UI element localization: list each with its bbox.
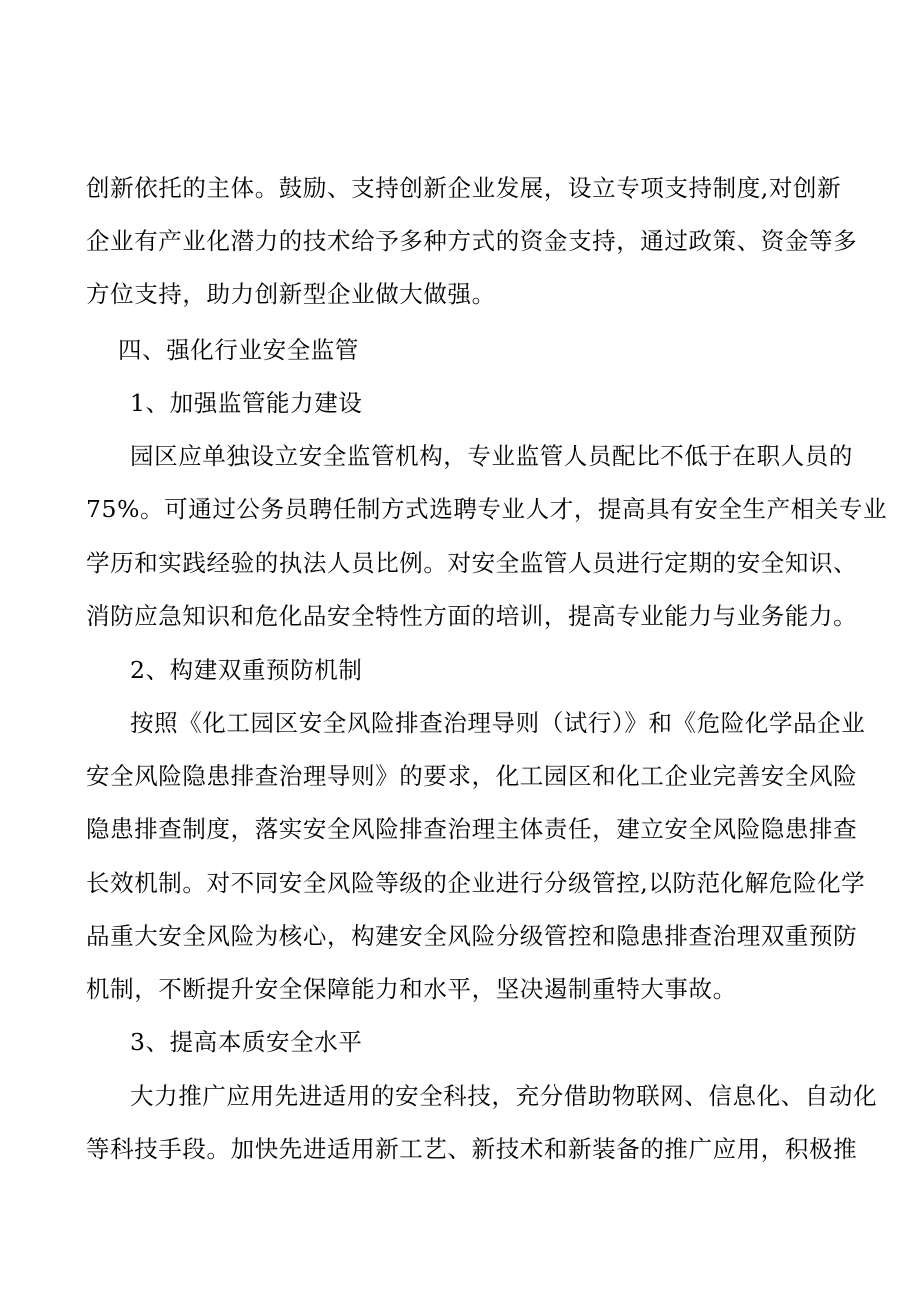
paragraph-line: 等科技手段。加快先进适用新工艺、新技术和新装备的推广应用，积极推 <box>86 1135 858 1163</box>
section-heading: 四、强化行业安全监管 <box>118 336 359 364</box>
paragraph-line: 园区应单独设立安全监管机构，专业监管人员配比不低于在职人员的 <box>130 442 853 470</box>
paragraph-line: 学历和实践经验的执法人员比例。对安全监管人员进行定期的安全知识、 <box>86 549 858 577</box>
paragraph-line: 消防应急知识和危化品安全特性方面的培训，提高专业能力与业务能力。 <box>86 602 858 630</box>
paragraph-line: 大力推广应用先进适用的安全科技，充分借助物联网、信息化、自动化 <box>130 1082 878 1110</box>
paragraph-line: 创新依托的主体。鼓励、支持创新企业发展，设立专项支持制度,对创新 <box>86 174 842 202</box>
paragraph-line: 长效机制。对不同安全风险等级的企业进行分级管控,以防范化解危险化学 <box>86 869 866 897</box>
paragraph-line: 75%。可通过公务员聘任制方式选聘专业人才，提高具有安全生产相关专业 <box>86 495 888 523</box>
paragraph-line: 隐患排查制度，落实安全风险排查治理主体责任，建立安全风险隐患排查 <box>86 815 858 843</box>
paragraph-line: 按照《化工园区安全风险排查治理导则（试行）》和《危险化学品企业 <box>130 709 866 737</box>
subsection-heading: 1、加强监管能力建设 <box>130 389 363 417</box>
subsection-heading: 2、构建双重预防机制 <box>130 656 363 684</box>
paragraph-line: 安全风险隐患排查治理导则》的要求，化工园区和化工企业完善安全风险 <box>86 762 858 790</box>
paragraph-line: 机制，不断提升安全保障能力和水平，坚决遏制重特大事故。 <box>86 975 737 1003</box>
paragraph-line: 企业有产业化潜力的技术给予多种方式的资金支持，通过政策、资金等多 <box>86 227 858 255</box>
paragraph-line: 品重大安全风险为核心，构建安全风险分级管控和隐患排查治理双重预防 <box>86 922 858 950</box>
subsection-heading: 3、提高本质安全水平 <box>130 1028 363 1056</box>
paragraph-line: 方位支持，助力创新型企业做大做强。 <box>86 280 496 308</box>
